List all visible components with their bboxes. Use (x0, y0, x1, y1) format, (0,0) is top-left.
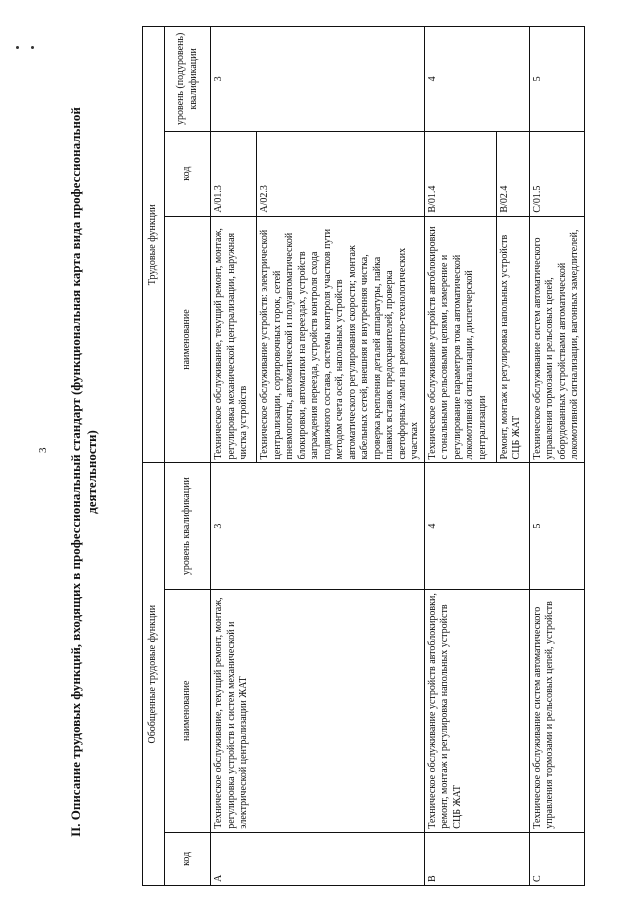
function-level: 5 (529, 27, 584, 132)
labor-functions-header: Трудовые функции (143, 27, 165, 463)
group-code: B (424, 832, 529, 885)
function-code: C/01.5 (529, 131, 584, 216)
function-name: Техническое обслуживание систем автоматического управления тормозами и рельсовых цепей, оборудованных устройствами автоматической локомотивной сигнализации, вагонных замедлителей, (529, 216, 584, 463)
function-level: 4 (424, 27, 529, 132)
name-column-header: наименование (165, 589, 211, 832)
generalized-functions-header: Обобщенные трудовые функции (143, 463, 165, 886)
function-code: B/01.4 (424, 131, 496, 216)
group-code: A (211, 832, 425, 885)
functional-map-table (142, 26, 585, 886)
table-row (424, 27, 496, 886)
page-number: 3 (37, 447, 49, 453)
qualification-column-header: уровень квалификации (165, 463, 211, 589)
function-name: Техническое обслуживание, текущий ремонт, монтаж, регулировка механической централизации, наружная чистка устройств (211, 216, 257, 463)
group-level: 5 (529, 463, 584, 589)
group-code: C (529, 832, 584, 885)
tf-code-column-header: код (165, 131, 211, 216)
group-header-row (143, 27, 165, 886)
column-header-row (165, 27, 211, 886)
table-row (529, 27, 584, 886)
scan-speck (16, 46, 19, 49)
code-column-header: код (165, 832, 211, 885)
function-code: B/02.4 (496, 131, 529, 216)
function-name: Ремонт, монтаж и регулировка напольных устройств СЦБ ЖАТ (496, 216, 529, 463)
functional-map-table-wrapper (142, 26, 580, 886)
table-row (211, 27, 257, 886)
function-level: 3 (211, 27, 425, 132)
group-name: Техническое обслуживание устройств автоблокировки, ремонт, монтаж и регулировка напольных устройств СЦБ ЖАТ (424, 589, 529, 832)
group-level: 4 (424, 463, 529, 589)
function-code: A/02.3 (257, 131, 425, 216)
tf-name-column-header: наименование (165, 216, 211, 463)
function-code: A/01.3 (211, 131, 257, 216)
group-level: 3 (211, 463, 425, 589)
group-name: Техническое обслуживание, текущий ремонт, монтаж, регулировка устройств и систем механической и электрической централизации ЖАТ (211, 589, 425, 832)
function-name: Техническое обслуживание устройств: электрической централизации, сортировочных горок, сетей пневмопочты, автоматической и полуавтоматической блокировки, автоматики на переездах, устройств заграждения переезда, устройств контроля схода подвижного состава, системы контроля участков пути методом счета осей, напольных устройств автоматического регулирования скорости; монтаж кабельных сетей, внешняя и внутренняя чистка, проверка крепления деталей аппаратуры, пайка плавких вставок предохранителей, проверка светофорных ламп на ремонтно-технологических участках (257, 216, 425, 463)
tf-level-column-header: уровень (подуровень) квалификации (165, 27, 211, 132)
group-name: Техническое обслуживание систем автоматического управления тормозами и рельсовых цепей, устройств (529, 589, 584, 832)
function-name: Техническое обслуживание устройств автоблокировки с тональными рельсовыми цепями, измерение и регулирование параметров тока автоматической локомотивной сигнализации, диспетчерской централизации (424, 216, 496, 463)
scan-speck (31, 46, 34, 49)
section-heading: II. Описание трудовых функций, входящих в профессиональный стандарт (функциональная карта вида профессиональной деятельности) (68, 107, 99, 837)
